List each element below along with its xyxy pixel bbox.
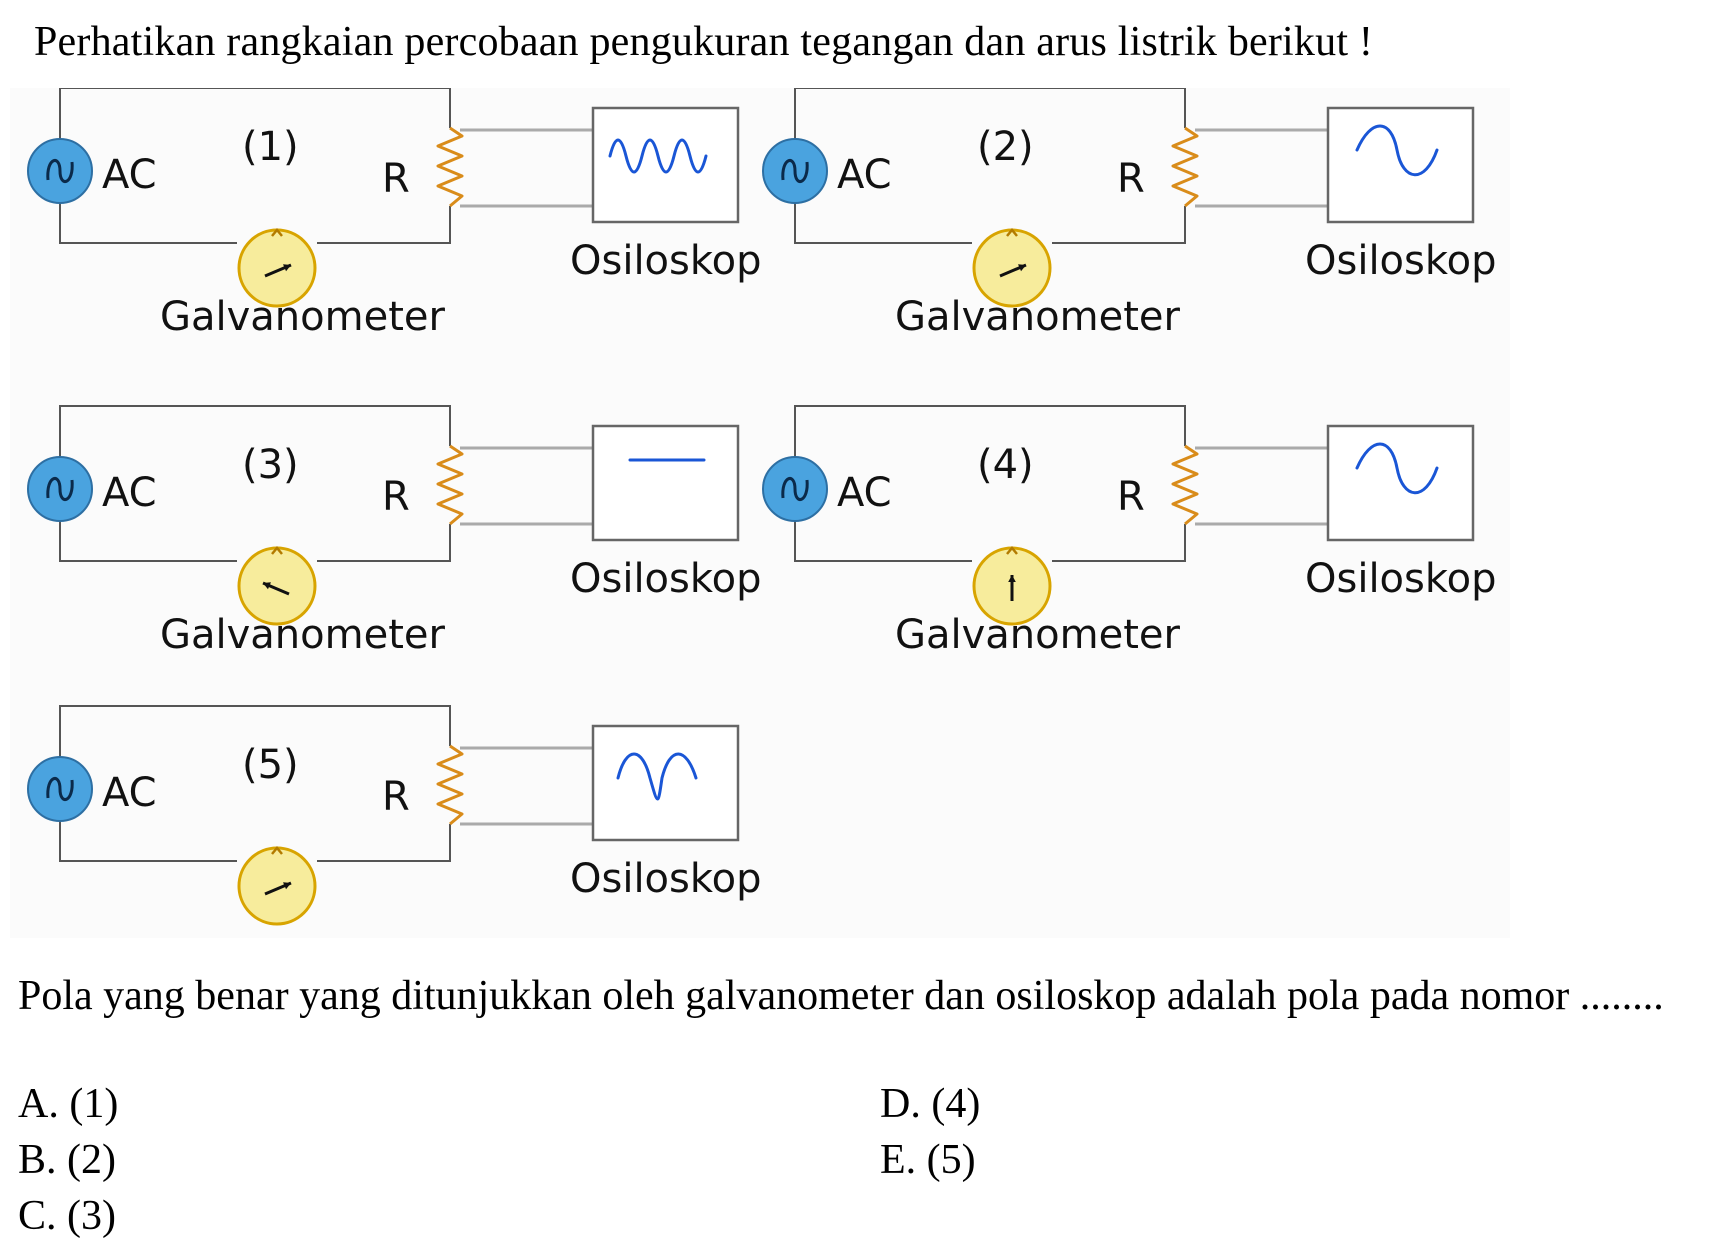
oscilloscope-screen (593, 726, 738, 840)
circuit-number: (1) (242, 124, 299, 170)
option-letter: E. (880, 1137, 917, 1183)
option-e[interactable] (880, 1136, 976, 1184)
option-letter: C. (18, 1193, 57, 1239)
ac-label: AC (837, 470, 892, 516)
ac-label: AC (102, 470, 157, 516)
resistor-label: R (382, 156, 410, 202)
option-c[interactable] (18, 1192, 116, 1240)
oscilloscope-label: Osiloskop (570, 856, 762, 902)
circuit-figure (10, 88, 1510, 938)
oscilloscope-screen (593, 426, 738, 540)
resistor-label: R (1117, 156, 1145, 202)
ac-label: AC (102, 152, 157, 198)
circuit-number: (4) (977, 442, 1034, 488)
option-a[interactable] (18, 1080, 118, 1128)
galvanometer-icon (239, 848, 315, 924)
option-letter: B. (18, 1137, 57, 1183)
galvanometer-label: Galvanometer (160, 612, 445, 658)
option-letter: D. (880, 1081, 921, 1127)
resistor-label: R (1117, 474, 1145, 520)
option-b[interactable] (18, 1136, 116, 1184)
oscilloscope-label: Osiloskop (570, 556, 762, 602)
option-value: (3) (67, 1193, 116, 1239)
galvanometer-label: Galvanometer (895, 294, 1180, 340)
circuit-number: (2) (977, 124, 1034, 170)
oscilloscope-label: Osiloskop (1305, 238, 1497, 284)
option-value: (5) (926, 1137, 976, 1183)
option-value: (4) (931, 1081, 981, 1127)
option-value: (1) (69, 1081, 119, 1127)
ac-label: AC (837, 152, 892, 198)
option-value: (2) (67, 1137, 116, 1183)
question-text: Perhatikan rangkaian percobaan pengukuran tegangan dan arus listrik berikut ! (34, 19, 1374, 65)
circuit-number: (3) (242, 442, 299, 488)
resistor-label: R (382, 474, 410, 520)
ac-label: AC (102, 770, 157, 816)
oscilloscope-label: Osiloskop (570, 238, 762, 284)
circuit-number: (5) (242, 742, 299, 788)
oscilloscope-screen (593, 108, 738, 222)
resistor-label: R (382, 774, 410, 820)
galvanometer-label: Galvanometer (895, 612, 1180, 658)
galvanometer-label: Galvanometer (160, 294, 445, 340)
option-letter: A. (18, 1081, 59, 1127)
oscilloscope-label: Osiloskop (1305, 556, 1497, 602)
option-d[interactable] (880, 1080, 980, 1128)
question-prompt: Pola yang benar yang ditunjukkan oleh galvanometer dan osiloskop adalah pola pada nomor ........ (18, 973, 1664, 1019)
